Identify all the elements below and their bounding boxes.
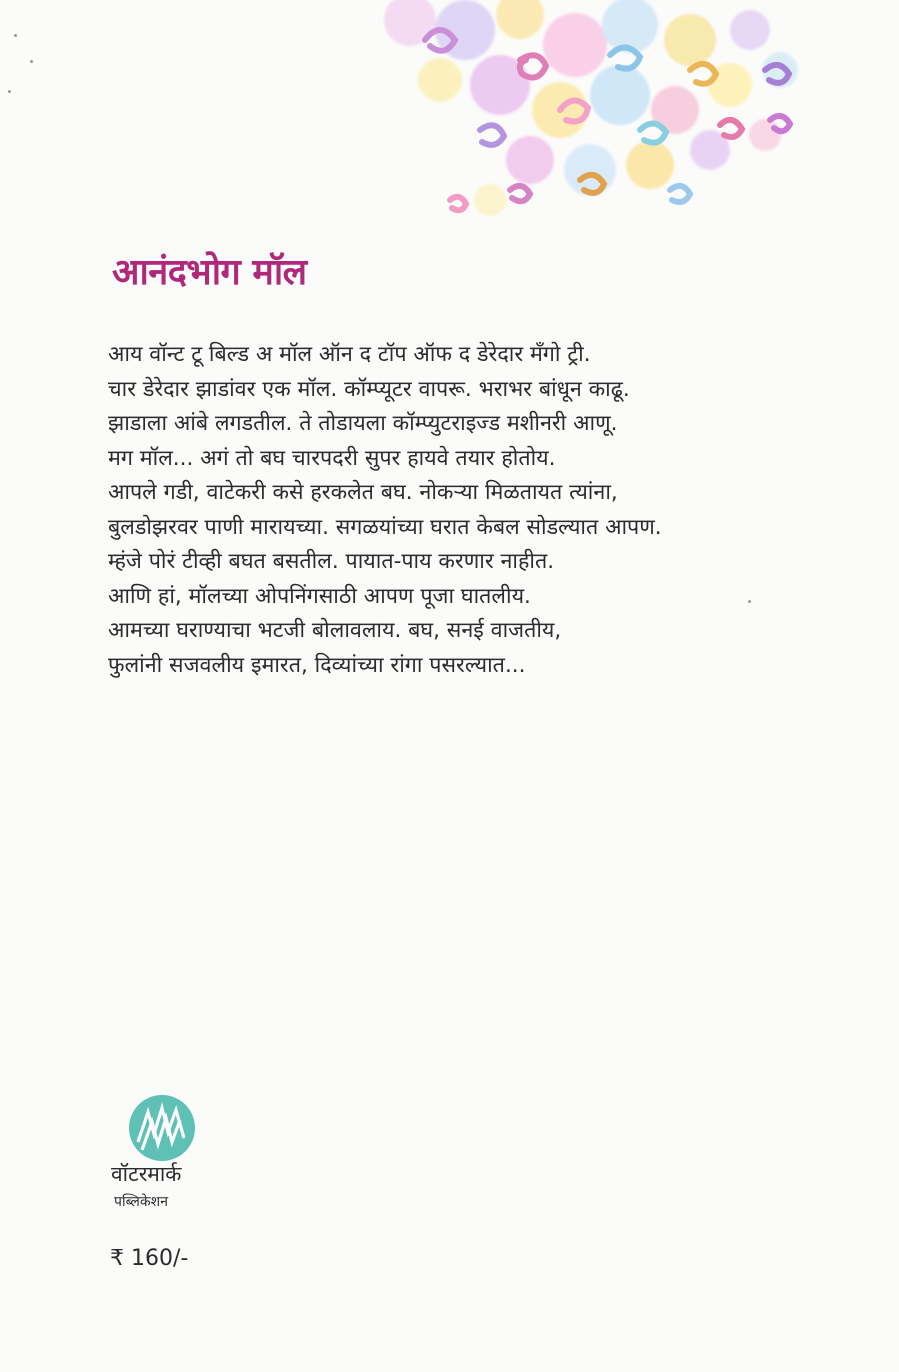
speck (30, 60, 33, 63)
blurb-line: फुलांनी सजवलीय इमारत, दिव्यांच्या रांगा पसरल्यात... (108, 652, 526, 678)
blurb-line: बुलडोझरवर पाणी मारायच्या. सगळयांच्या घरात केबल सोडल्यात आपण. (108, 514, 662, 540)
watermark-logo-icon (128, 1094, 196, 1162)
blurb-line: आपले गडी, वाटेकरी कसे हरकलेत बघ. नोकऱ्या मिळतायत त्यांना, (108, 480, 618, 505)
blurb-line: आय वॉन्ट टू बिल्ड अ मॉल ऑन द टॉप ऑफ द डेरेदार मँगो ट्री. (108, 342, 591, 367)
speck (14, 34, 17, 37)
blurb-line: आमच्या घराण्याचा भटजी बोलावलाय. बघ, सनई वाजतीय, (108, 618, 562, 643)
blurb-line: आणि हां, मॉलच्या ओपनिंगसाठी आपण पूजा घातलीय. (108, 583, 531, 609)
speck (8, 90, 11, 93)
publisher-subtitle: पब्लिकेशन (114, 1194, 168, 1210)
blurb-line: मग मॉल... अगं तो बघ चारपदरी सुपर हायवे तयार होतोय. (108, 445, 556, 471)
publisher-name: वॉटरमार्क (111, 1162, 182, 1186)
blurb-line: चार डेरेदार झाडांवर एक मॉल. कॉम्प्यूटर वापरू. भराभर बांधून काढू. (108, 376, 630, 402)
blurb-line: म्हंजे पोरं टीव्ही बघत बसतील. पायात-पाय करणार नाहीत. (108, 549, 555, 574)
price-label: ₹ 160/- (110, 1246, 189, 1271)
book-title: आनंदभोग मॉल (112, 252, 307, 293)
blurb-line: झाडाला आंबे लगडतील. ते तोडायला कॉम्प्युटराइज्ड मशीनरी आणू. (108, 411, 618, 436)
colorful-swirl-art (370, 0, 830, 230)
blurb (108, 338, 828, 683)
